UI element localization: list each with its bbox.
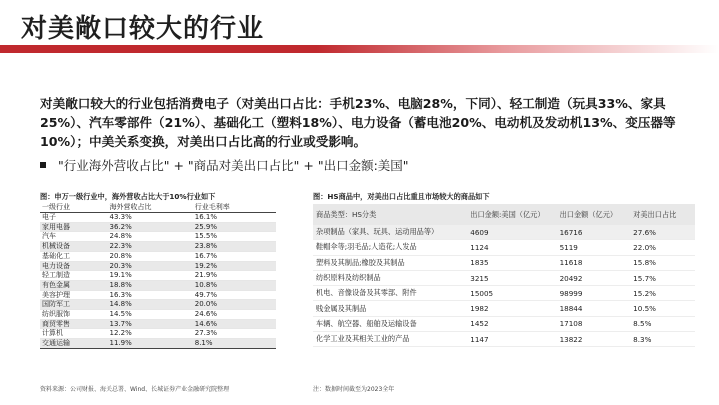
- table-cell: 10.5%: [630, 301, 695, 316]
- table-row: [313, 255, 695, 270]
- table-cell: 8.3%: [630, 332, 695, 347]
- table-cell: 16.3%: [108, 290, 193, 300]
- table-row: [40, 261, 276, 271]
- table-cell: 商贸零售: [40, 319, 108, 329]
- table-cell: 18844: [557, 301, 631, 316]
- table-row: [40, 213, 276, 223]
- column-header: 对美出口占比: [630, 204, 695, 225]
- source-note: 资料来源：公司财报、海关总署、Wind、长城证券产业金融研究院整理: [40, 386, 230, 393]
- table-row: [313, 316, 695, 331]
- table-row: [40, 222, 276, 232]
- table-row: [40, 242, 276, 252]
- table-cell: 3215: [467, 270, 556, 285]
- right-table-caption: 图：HS商品中，对美出口占比重且市场较大的商品如下: [313, 192, 490, 201]
- table-cell: 轻工制造: [40, 271, 108, 281]
- table-cell: 1147: [467, 332, 556, 347]
- table-cell: 16716: [557, 225, 631, 240]
- table-cell: 16.1%: [193, 213, 276, 223]
- page-title: 对美敞口较大的行业: [21, 14, 265, 44]
- table-cell: 15.8%: [630, 255, 695, 270]
- title-divider: [0, 45, 719, 53]
- table-cell: 美容护理: [40, 290, 108, 300]
- table-cell: 1124: [467, 240, 556, 255]
- table-cell: 家用电器: [40, 222, 108, 232]
- table-cell: 22.0%: [630, 240, 695, 255]
- table-cell: 49.7%: [193, 290, 276, 300]
- table-cell: 13822: [557, 332, 631, 347]
- table-cell: 15005: [467, 286, 556, 301]
- table-row: [313, 286, 695, 301]
- table-cell: 23.8%: [193, 242, 276, 252]
- table-cell: 交通运输: [40, 339, 108, 349]
- column-header: 出口金额:美国（亿元）: [467, 204, 556, 225]
- table-cell: 12.2%: [108, 329, 193, 339]
- column-header: 商品类型：HS分类: [313, 204, 467, 225]
- table-cell: 机电、音像设备及其零部、附件: [313, 286, 467, 301]
- table-cell: 鞋帽伞等;羽毛品;人造花;人发品: [313, 240, 467, 255]
- table-cell: 14.6%: [193, 319, 276, 329]
- table-cell: 13.7%: [108, 319, 193, 329]
- column-header: 出口金额（亿元）: [557, 204, 631, 225]
- table-cell: 11.9%: [108, 339, 193, 349]
- column-header: 海外营收占比: [108, 202, 193, 213]
- bullet-square-icon: [40, 162, 46, 168]
- table-cell: 基础化工: [40, 251, 108, 261]
- table-cell: 11618: [557, 255, 631, 270]
- table-cell: 20.8%: [108, 251, 193, 261]
- table-cell: 20.3%: [108, 261, 193, 271]
- table-cell: 15.2%: [630, 286, 695, 301]
- table-cell: 纺织服饰: [40, 310, 108, 320]
- summary-paragraph: 对美敞口较大的行业包括消费电子（对美出口占比：手机23%、电脑28%，下同）、轻工制造（玩具33%、家具25%）、汽车零部件（21%）、基础化工（塑料18%）、电力设备（蓄电池20%、电动机及发动机13%、变压器等10%）；中美关系变换，对美出口占比高的行业或受影响。: [40, 96, 676, 149]
- table-row: [313, 270, 695, 285]
- table-cell: 22.3%: [108, 242, 193, 252]
- table-cell: 27.6%: [630, 225, 695, 240]
- table-row: [313, 301, 695, 316]
- table-cell: 14.5%: [108, 310, 193, 320]
- column-header: 行业毛利率: [193, 202, 276, 213]
- table-row: [313, 332, 695, 347]
- overseas-revenue-table: [40, 202, 276, 349]
- table-cell: 电力设备: [40, 261, 108, 271]
- table-cell: 27.3%: [193, 329, 276, 339]
- data-note: 注：数据时间截至为2023全年: [313, 386, 395, 393]
- table-cell: 1835: [467, 255, 556, 270]
- table-cell: 98999: [557, 286, 631, 301]
- table-cell: 有色金属: [40, 280, 108, 290]
- table-cell: 24.8%: [108, 232, 193, 242]
- table-cell: 18.8%: [108, 280, 193, 290]
- column-header: 一级行业: [40, 202, 108, 213]
- table-cell: 20.0%: [193, 300, 276, 310]
- table-row: [313, 225, 695, 240]
- table-cell: 8.5%: [630, 316, 695, 331]
- table-row: [40, 300, 276, 310]
- us-export-table: [313, 204, 695, 347]
- table-cell: 贱金属及其制品: [313, 301, 467, 316]
- table-cell: 电子: [40, 213, 108, 223]
- table-row: [313, 240, 695, 255]
- table-cell: 车辆、航空器、船舶及运输设备: [313, 316, 467, 331]
- table-row: [40, 310, 276, 320]
- table-row: [40, 339, 276, 349]
- table-cell: 25.9%: [193, 222, 276, 232]
- table-cell: 14.8%: [108, 300, 193, 310]
- table-cell: 1982: [467, 301, 556, 316]
- table-row: [40, 271, 276, 281]
- bullet-line: [40, 156, 409, 174]
- table-cell: 21.9%: [193, 271, 276, 281]
- table-cell: 15.5%: [193, 232, 276, 242]
- table-row: [40, 232, 276, 242]
- left-table-caption: 图：申万一级行业中，海外营收占比大于10%行业如下: [40, 192, 216, 201]
- table-cell: 4609: [467, 225, 556, 240]
- table-row: [40, 329, 276, 339]
- table-row: [40, 290, 276, 300]
- table-cell: 5119: [557, 240, 631, 255]
- table-cell: 塑料及其制品;橡胶及其制品: [313, 255, 467, 270]
- table-cell: 1452: [467, 316, 556, 331]
- table-cell: 16.7%: [193, 251, 276, 261]
- bullet-text: "行业海外营收占比" + "商品对美出口占比" + "出口金额:美国": [58, 158, 409, 173]
- table-cell: 机械设备: [40, 242, 108, 252]
- table-cell: 20492: [557, 270, 631, 285]
- table-cell: 纺织原料及纺织制品: [313, 270, 467, 285]
- table-cell: 计算机: [40, 329, 108, 339]
- table-cell: 17108: [557, 316, 631, 331]
- table-cell: 19.1%: [108, 271, 193, 281]
- table-cell: 化学工业及其相关工业的产品: [313, 332, 467, 347]
- table-cell: 43.3%: [108, 213, 193, 223]
- table-cell: 汽车: [40, 232, 108, 242]
- table-cell: 杂项制品（家具、玩具、运动用品等）: [313, 225, 467, 240]
- table-cell: 10.8%: [193, 280, 276, 290]
- table-row: [40, 280, 276, 290]
- table-cell: 15.7%: [630, 270, 695, 285]
- table-cell: 8.1%: [193, 339, 276, 349]
- table-row: [40, 251, 276, 261]
- table-cell: 国防军工: [40, 300, 108, 310]
- table-row: [40, 319, 276, 329]
- table-cell: 36.2%: [108, 222, 193, 232]
- table-cell: 24.6%: [193, 310, 276, 320]
- table-cell: 19.2%: [193, 261, 276, 271]
